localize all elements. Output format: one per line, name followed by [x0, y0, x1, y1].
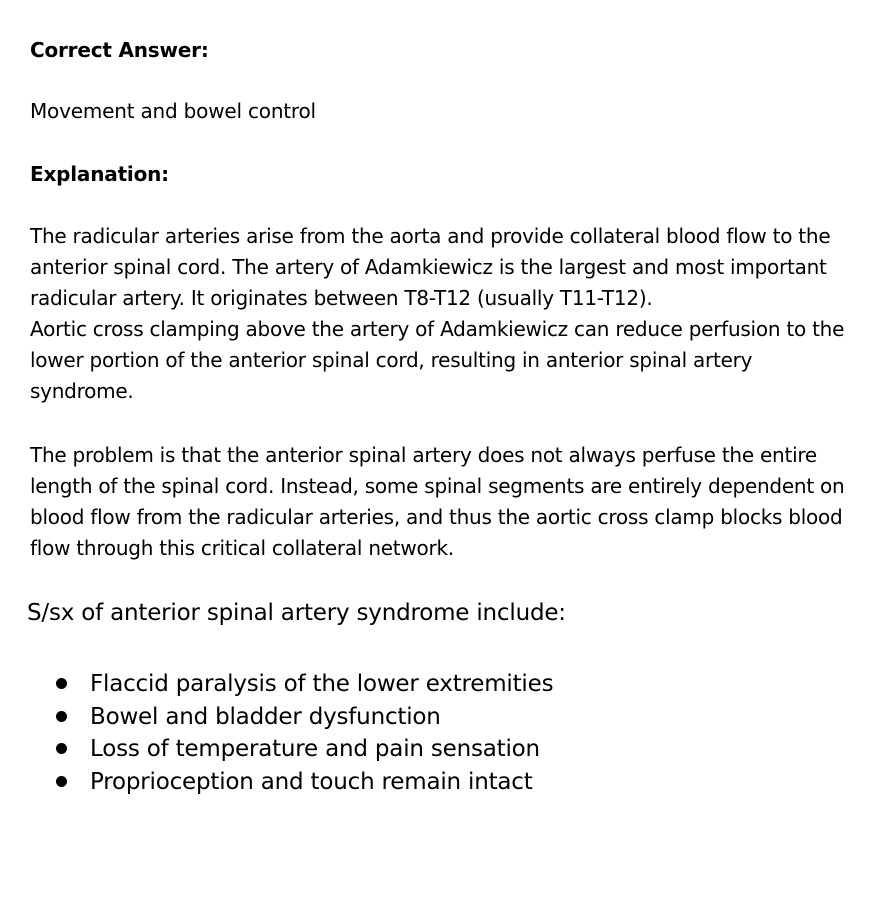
paragraph-line: anterior spinal cord. The artery of Adamkiewicz is the largest and most important — [30, 255, 827, 279]
list-item — [56, 733, 553, 766]
correct-answer-heading: Correct Answer: — [30, 38, 209, 62]
bullet-icon — [56, 743, 67, 754]
paragraph-line: blood flow from the radicular arteries, and thus the aortic cross clamp blocks blood — [30, 505, 843, 529]
symptoms-list — [56, 668, 553, 798]
paragraph-line: Aortic cross clamping above the artery of Adamkiewicz can reduce perfusion to the — [30, 317, 845, 341]
list-item-text: Proprioception and touch remain intact — [90, 768, 533, 795]
correct-answer-text: Movement and bowel control — [30, 99, 316, 123]
bullet-icon — [56, 711, 67, 722]
list-item-text: Flaccid paralysis of the lower extremities — [90, 671, 554, 697]
paragraph-line: radicular artery. It originates between T8-T12 (usually T11-T12). — [30, 286, 653, 310]
paragraph-line: The radicular arteries arise from the aorta and provide collateral blood flow to the — [30, 224, 831, 248]
paragraph-line: length of the spinal cord. Instead, some spinal segments are entirely dependent on — [30, 474, 845, 498]
explanation-heading: Explanation: — [30, 162, 169, 186]
bullet-icon — [56, 776, 67, 787]
paragraph-line: flow through this critical collateral network. — [30, 536, 454, 560]
paragraph-line: syndrome. — [30, 379, 134, 403]
bullet-icon — [56, 678, 67, 689]
explanation-paragraph-1 — [30, 221, 860, 407]
paragraph-line: The problem is that the anterior spinal artery does not always perfuse the entire — [30, 443, 817, 467]
symptoms-heading: S/sx of anterior spinal artery syndrome include: — [27, 600, 566, 626]
list-item-text: Loss of temperature and pain sensation — [90, 736, 540, 762]
explanation-paragraph-2 — [30, 440, 860, 564]
list-item-text: Bowel and bladder dysfunction — [90, 703, 441, 730]
paragraph-line: lower portion of the anterior spinal cord, resulting in anterior spinal artery — [30, 348, 753, 372]
list-item — [56, 701, 553, 734]
list-item — [56, 668, 553, 701]
list-item — [56, 766, 553, 799]
